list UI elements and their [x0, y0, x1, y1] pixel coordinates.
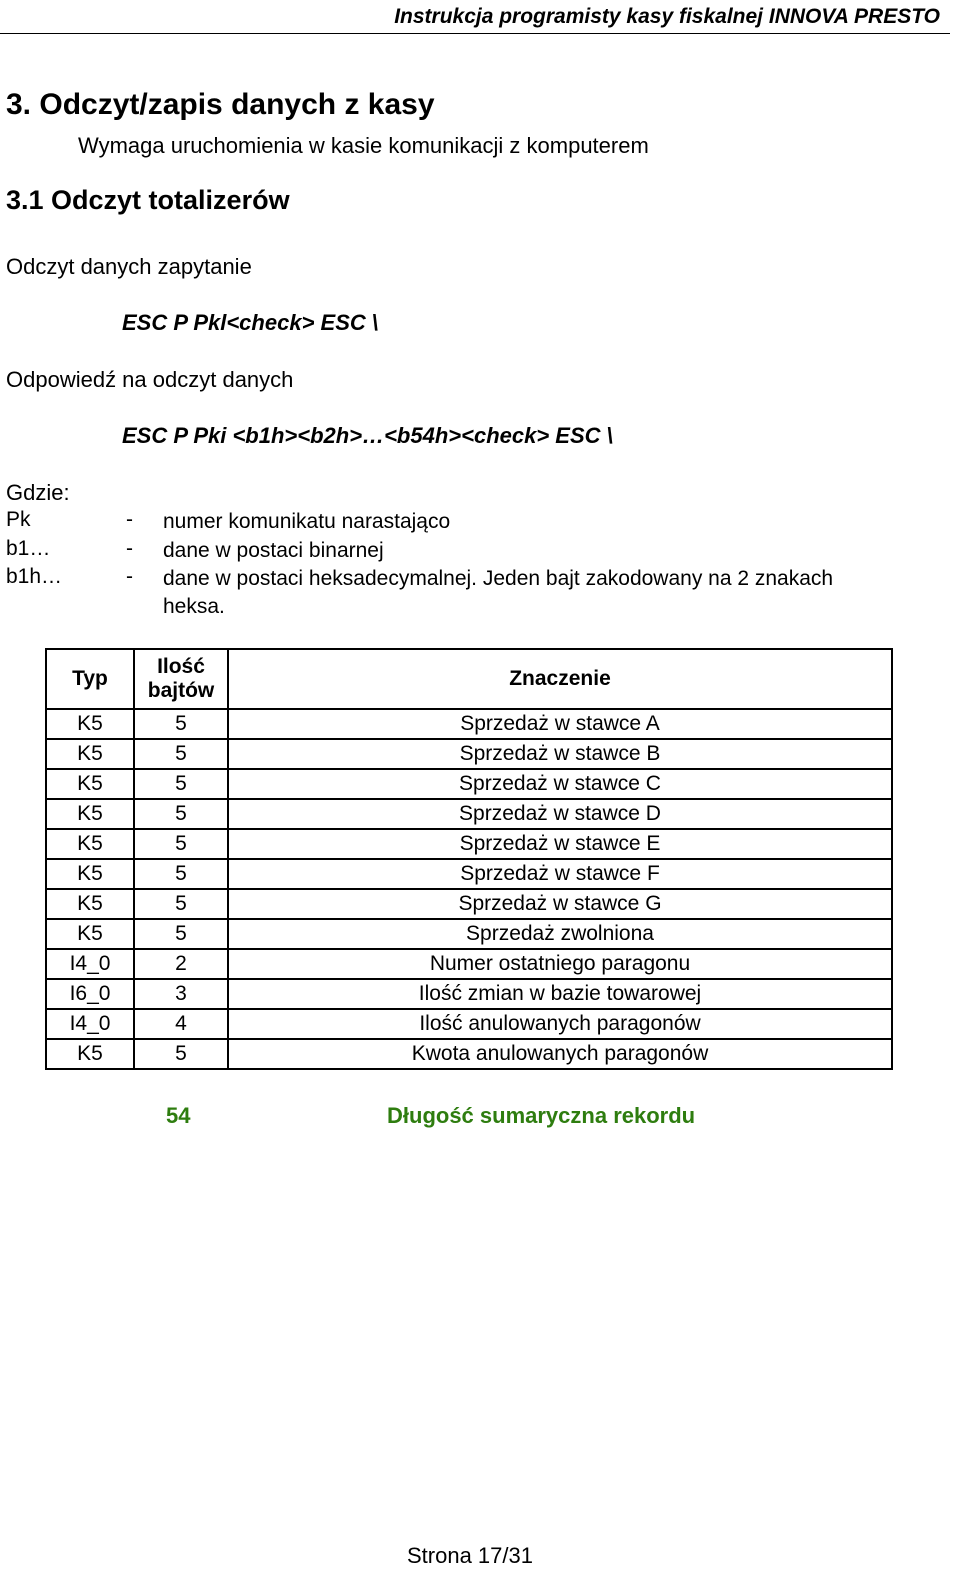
cell-type: K5 [46, 799, 134, 829]
definition-key: b1… [6, 537, 51, 560]
cell-type: I4_0 [46, 1009, 134, 1039]
summary-label: Długość sumaryczna rekordu [387, 1103, 696, 1128]
cell-length: 5 [134, 769, 228, 799]
cell-meaning: Ilość zmian w bazie towarowej [228, 979, 892, 1009]
cell-length: 5 [134, 829, 228, 859]
table-row [46, 739, 892, 769]
cell-meaning: Sprzedaż w stawce D [228, 799, 892, 829]
column-header-length-line1: Ilość [157, 654, 205, 678]
page-number: Strona 17/31 [407, 1543, 533, 1568]
cell-type: K5 [46, 1039, 134, 1069]
table-row [46, 919, 892, 949]
query-command: ESC P Pkl<check> ESC \ [122, 310, 378, 335]
summary-total: 54 [166, 1103, 191, 1128]
cell-meaning: Sprzedaż w stawce A [228, 709, 892, 739]
cell-type: I6_0 [46, 979, 134, 1009]
section-note: Wymaga uruchomienia w kasie komunikacji z komputerem [78, 133, 649, 158]
cell-length: 4 [134, 1009, 228, 1039]
cell-meaning: Sprzedaż w stawce C [228, 769, 892, 799]
response-label: Odpowiedź na odczyt danych [6, 367, 294, 392]
cell-meaning: Sprzedaż w stawce G [228, 889, 892, 919]
cell-length: 5 [134, 739, 228, 769]
cell-length: 3 [134, 979, 228, 1009]
query-label: Odczyt danych zapytanie [6, 254, 252, 279]
cell-type: K5 [46, 709, 134, 739]
cell-length: 5 [134, 859, 228, 889]
cell-type: K5 [46, 739, 134, 769]
cell-meaning: Ilość anulowanych paragonów [228, 1009, 892, 1039]
cell-meaning: Numer ostatniego paragonu [228, 949, 892, 979]
cell-type: K5 [46, 889, 134, 919]
definition-dash: - [126, 537, 133, 560]
definition-key: Pk [6, 508, 31, 531]
table-row [46, 949, 892, 979]
column-header-length-line2: bajtów [147, 679, 215, 702]
cell-meaning: Sprzedaż w stawce B [228, 739, 892, 769]
cell-length: 5 [134, 799, 228, 829]
column-header-meaning: Znaczenie [228, 649, 892, 709]
column-header-type: Typ [46, 649, 134, 709]
cell-length: 5 [134, 919, 228, 949]
page-header [0, 0, 950, 34]
where-label: Gdzie: [6, 480, 70, 505]
cell-type: I4_0 [46, 949, 134, 979]
record-structure-table [45, 648, 893, 1070]
definition-text: dane w postaci binarnej [163, 539, 384, 562]
document-title: Instrukcja programisty kasy fiskalnej INNOVA PRESTO [394, 5, 940, 28]
cell-length: 5 [134, 709, 228, 739]
table-row [46, 979, 892, 1009]
table-row [46, 829, 892, 859]
cell-length: 2 [134, 949, 228, 979]
cell-meaning: Kwota anulowanych paragonów [228, 1039, 892, 1069]
table-header-row [46, 649, 892, 709]
cell-meaning: Sprzedaż zwolniona [228, 919, 892, 949]
table-row [46, 769, 892, 799]
table-row [46, 859, 892, 889]
cell-length: 5 [134, 1039, 228, 1069]
definition-dash: - [126, 508, 133, 531]
table-row [46, 799, 892, 829]
column-header-length [134, 649, 228, 709]
cell-type: K5 [46, 919, 134, 949]
definition-text: heksa. [163, 595, 225, 618]
table-row [46, 889, 892, 919]
cell-type: K5 [46, 859, 134, 889]
table-row [46, 1009, 892, 1039]
section-title: 3. Odczyt/zapis danych z kasy [6, 88, 435, 121]
table-row [46, 709, 892, 739]
cell-type: K5 [46, 829, 134, 859]
definition-dash: - [126, 565, 133, 588]
cell-meaning: Sprzedaż w stawce F [228, 859, 892, 889]
table-body [46, 709, 892, 1069]
cell-length: 5 [134, 889, 228, 919]
response-command: ESC P Pki <b1h><b2h>…<b54h><check> ESC \ [122, 423, 613, 448]
definition-key: b1h… [6, 565, 63, 588]
cell-type: K5 [46, 769, 134, 799]
definition-text: numer komunikatu narastająco [163, 510, 451, 533]
cell-meaning: Sprzedaż w stawce E [228, 829, 892, 859]
subsection-title: 3.1 Odczyt totalizerów [6, 185, 290, 215]
definition-text: dane w postaci heksadecymalnej. Jeden bajt zakodowany na 2 znakach [163, 567, 834, 590]
table-row [46, 1039, 892, 1069]
